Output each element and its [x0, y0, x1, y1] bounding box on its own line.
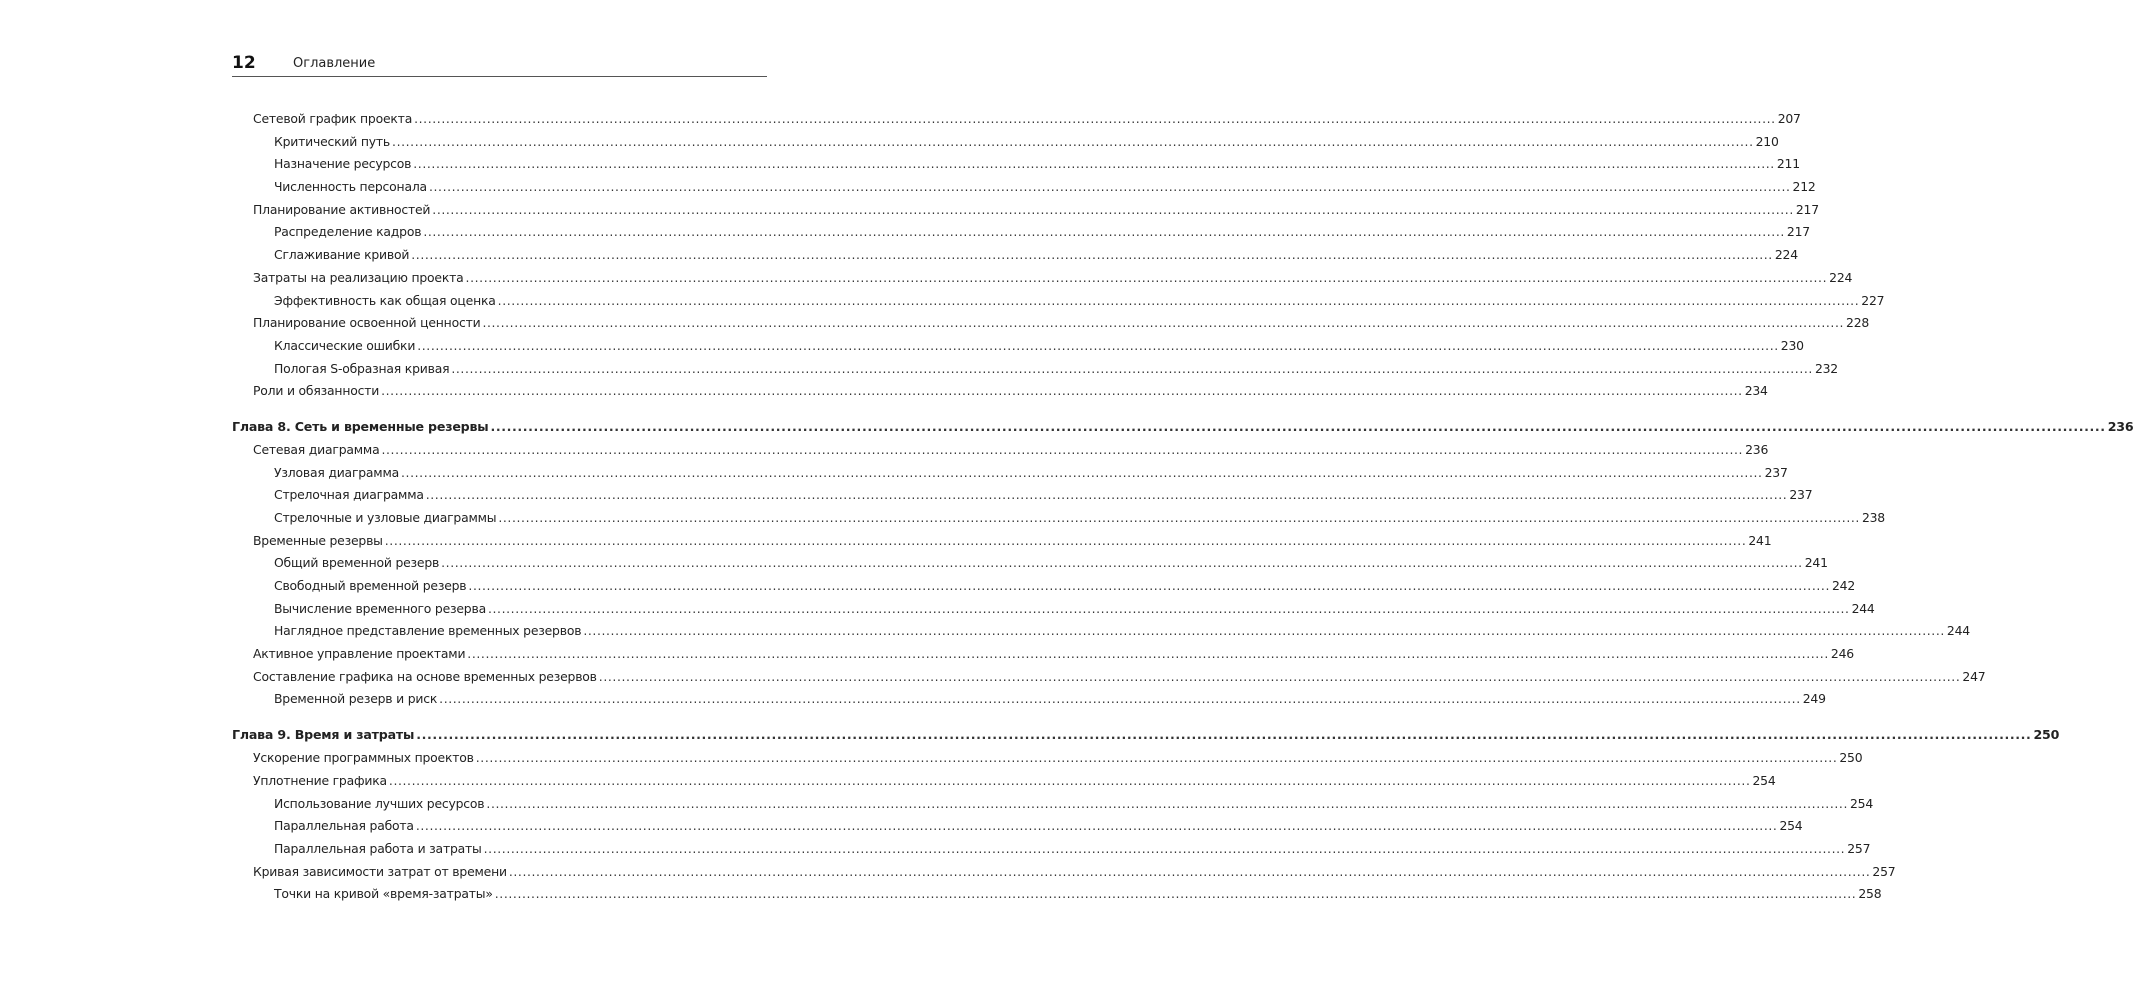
toc-entry[interactable]: [232, 179, 1816, 202]
toc-entry[interactable]: [232, 886, 1882, 909]
running-header-title: Оглавление: [293, 56, 376, 71]
dot-leader: ............................................................................................................................................................................................................................................................................................................: [423, 224, 1785, 240]
toc-entry[interactable]: [232, 600, 1875, 624]
toc-entry-title: Временные резервы: [253, 532, 383, 548]
toc-entry-title: Стрелочные и узловые диаграммы: [274, 509, 497, 525]
dot-leader: ............................................................................................................................................................................................................................................................................................................: [468, 578, 1830, 594]
dot-leader: ............................................................................................................................................................................................................................................................................................................: [497, 292, 1860, 308]
dot-leader: ............................................................................................................................................................................................................................................................................................................: [465, 269, 1828, 285]
toc-entry[interactable]: [232, 360, 1838, 384]
toc-entry[interactable]: [232, 691, 1826, 714]
toc-entry-page: 234: [1744, 383, 1768, 399]
toc-entry[interactable]: [232, 623, 1970, 646]
toc-entry[interactable]: [232, 464, 1788, 488]
toc-entry-title: Распределение кадров: [274, 224, 422, 240]
dot-leader: ............................................................................................................................................................................................................................................................................................................: [392, 133, 1754, 149]
toc-entry[interactable]: [232, 532, 1772, 556]
toc-entry[interactable]: [232, 795, 1874, 819]
toc-entry-title: Наглядное представление временных резервов: [274, 623, 582, 639]
dot-leader: ............................................................................................................................................................................................................................................................................................................: [487, 600, 1850, 616]
toc-entry[interactable]: [232, 383, 1768, 406]
toc-entry-page: 244: [1946, 623, 1970, 639]
dot-leader: ............................................................................................................................................................................................................................................................................................................: [508, 863, 1871, 879]
toc-entry-title: Планирование активностей: [253, 201, 431, 217]
toc-entry[interactable]: [232, 487, 1813, 510]
table-of-contents: [232, 111, 2133, 909]
toc-entry-page: 241: [1748, 532, 1772, 548]
toc-entry-page: 230: [1780, 337, 1804, 353]
dot-leader: ............................................................................................................................................................................................................................................................................................................: [475, 750, 1838, 766]
toc-entry-title: Узловая диаграмма: [274, 464, 399, 480]
dot-leader: ............................................................................................................................................................................................................................................................................................................: [494, 886, 1857, 902]
toc-entry[interactable]: [232, 750, 1863, 773]
toc-entry-title: Классические ошибки: [274, 337, 416, 353]
toc-entry-title: Сетевая диаграмма: [253, 441, 380, 457]
toc-entry-page: 244: [1851, 600, 1875, 616]
toc-entry[interactable]: [232, 292, 1885, 316]
toc-entry-page: 227: [1861, 292, 1885, 308]
toc-entry-title: Активное управление проектами: [253, 646, 466, 662]
dot-leader: ............................................................................................................................................................................................................................................................................................................: [467, 646, 1829, 662]
dot-leader: ............................................................................................................................................................................................................................................................................................................: [482, 315, 1845, 331]
toc-entry-title: Точки на кривой «время-затраты»: [274, 886, 493, 902]
toc-entry-title: Сетевой график проекта: [253, 111, 413, 126]
toc-entry-title: Сглаживание кривой: [274, 247, 410, 263]
toc-entry-title: Кривая зависимости затрат от времени: [253, 863, 507, 879]
toc-entry[interactable]: [232, 555, 1828, 578]
toc-entry[interactable]: [232, 133, 1779, 157]
toc-entry-page: 246: [1830, 646, 1854, 662]
dot-leader: ............................................................................................................................................................................................................................................................................................................: [401, 464, 1763, 480]
toc-entry-page: 207: [1777, 111, 1801, 126]
running-header: [232, 53, 767, 77]
toc-entry-page: 211: [1776, 156, 1800, 172]
toc-entry-title: Вычисление временного резерва: [274, 600, 486, 616]
toc-entry-page: 237: [1764, 464, 1788, 480]
toc-entry-page: 232: [1814, 360, 1838, 376]
dot-leader: ............................................................................................................................................................................................................................................................................................................: [425, 487, 1788, 503]
toc-entry-title: Уплотнение графика: [253, 772, 387, 788]
toc-entry-title: Параллельная работа и затраты: [274, 840, 482, 856]
dot-leader: ............................................................................................................................................................................................................................................................................................................: [411, 247, 1773, 263]
toc-entry-title: Затраты на реализацию проекта: [253, 269, 464, 285]
toc-entry[interactable]: [232, 247, 1798, 270]
toc-entry-title: Параллельная работа: [274, 818, 414, 834]
toc-entry-title: Ускорение программных проектов: [253, 750, 474, 766]
dot-leader: ............................................................................................................................................................................................................................................................................................................: [381, 441, 1744, 457]
dot-leader: ............................................................................................................................................................................................................................................................................................................: [486, 795, 1848, 811]
toc-entry-page: 254: [1752, 772, 1776, 788]
dot-leader: ............................................................................................................................................................................................................................................................................................................: [441, 555, 1803, 571]
toc-entry[interactable]: [232, 441, 1769, 465]
toc-entry-title: Эффективность как общая оценка: [274, 292, 496, 308]
toc-entry-page: 257: [1847, 840, 1871, 856]
dot-leader: ............................................................................................................................................................................................................................................................................................................: [413, 156, 1775, 172]
toc-entry[interactable]: [232, 863, 1896, 887]
toc-entry-page: 250: [1839, 750, 1863, 766]
toc-entry-title: Роли и обязанности: [253, 383, 380, 399]
toc-entry-page: 250: [2033, 727, 2060, 743]
toc-entry[interactable]: [232, 224, 1810, 247]
toc-entry[interactable]: [232, 315, 1870, 338]
dot-leader: ............................................................................................................................................................................................................................................................................................................: [490, 419, 2106, 435]
toc-entry-title: Пологая S-образная кривая: [274, 360, 450, 376]
toc-entry[interactable]: [232, 818, 1803, 841]
toc-entry-page: 257: [1872, 863, 1896, 879]
page-number: 12: [232, 53, 256, 73]
toc-entry-page: 236: [2107, 419, 2133, 435]
toc-entry-page: 224: [1774, 247, 1798, 263]
toc-entry[interactable]: [232, 337, 1804, 361]
dot-leader: ............................................................................................................................................................................................................................................................................................................: [428, 179, 1791, 195]
toc-entry-page: 241: [1804, 555, 1828, 571]
toc-entry-title: Временной резерв и риск: [274, 691, 438, 707]
toc-entry-title: Планирование освоенной ценности: [253, 315, 481, 331]
toc-entry-page: 236: [1745, 441, 1769, 457]
toc-entry-page: 228: [1846, 315, 1870, 331]
toc-entry[interactable]: [232, 646, 1854, 669]
dot-leader: ............................................................................................................................................................................................................................................................................................................: [417, 337, 1779, 353]
dot-leader: ............................................................................................................................................................................................................................................................................................................: [439, 691, 1801, 707]
toc-entry[interactable]: [232, 578, 1856, 601]
toc-entry-page: 249: [1802, 691, 1826, 707]
toc-entry[interactable]: [232, 111, 1801, 134]
dot-leader: ............................................................................................................................................................................................................................................................................................................: [416, 727, 2032, 743]
toc-entry-title: Свободный временной резерв: [274, 578, 467, 594]
toc-entry-page: 258: [1858, 886, 1882, 902]
toc-entry-page: 217: [1795, 201, 1819, 217]
toc-entry[interactable]: [232, 840, 1871, 864]
toc-entry-page: 224: [1829, 269, 1853, 285]
toc-entry-title: Глава 8. Сеть и временные резервы: [232, 419, 489, 435]
toc-entry-page: 254: [1779, 818, 1803, 834]
toc-entry-page: 242: [1832, 578, 1856, 594]
dot-leader: ............................................................................................................................................................................................................................................................................................................: [414, 111, 1776, 126]
dot-leader: ............................................................................................................................................................................................................................................................................................................: [498, 509, 1860, 525]
toc-entry[interactable]: [232, 269, 1853, 293]
toc-entry-title: Критический путь: [274, 133, 391, 149]
toc-entry-page: 217: [1786, 224, 1810, 240]
toc-entry[interactable]: [232, 156, 1800, 179]
toc-entry-page: 237: [1789, 487, 1813, 503]
toc-entry-title: Численность персонала: [274, 179, 427, 195]
dot-leader: ............................................................................................................................................................................................................................................................................................................: [483, 840, 1846, 856]
toc-chapter-entry[interactable]: [232, 727, 2060, 750]
toc-entry[interactable]: [232, 668, 1986, 692]
toc-entry[interactable]: [232, 509, 1885, 533]
toc-entry-page: 254: [1850, 795, 1874, 811]
toc-entry-title: Стрелочная диаграмма: [274, 487, 424, 503]
toc-entry[interactable]: [232, 772, 1776, 796]
toc-entry-title: Назначение ресурсов: [274, 156, 412, 172]
dot-leader: ............................................................................................................................................................................................................................................................................................................: [384, 532, 1747, 548]
toc-entry-page: 210: [1755, 133, 1779, 149]
dot-leader: ............................................................................................................................................................................................................................................................................................................: [598, 668, 1961, 684]
toc-chapter-entry[interactable]: [232, 419, 2133, 442]
toc-entry-page: 212: [1792, 179, 1816, 195]
toc-entry-title: Составление графика на основе временных резервов: [253, 668, 597, 684]
toc-entry-title: Глава 9. Время и затраты: [232, 727, 415, 743]
toc-entry-title: Использование лучших ресурсов: [274, 795, 485, 811]
toc-entry-title: Общий временной резерв: [274, 555, 440, 571]
dot-leader: ............................................................................................................................................................................................................................................................................................................: [451, 360, 1813, 376]
dot-leader: ............................................................................................................................................................................................................................................................................................................: [381, 383, 1743, 399]
dot-leader: ............................................................................................................................................................................................................................................................................................................: [583, 623, 1945, 639]
toc-entry-page: 238: [1861, 509, 1885, 525]
toc-entry[interactable]: [232, 201, 1819, 225]
dot-leader: ............................................................................................................................................................................................................................................................................................................: [432, 201, 1794, 217]
dot-leader: ............................................................................................................................................................................................................................................................................................................: [388, 772, 1751, 788]
toc-entry-page: 247: [1962, 668, 1986, 684]
dot-leader: ............................................................................................................................................................................................................................................................................................................: [415, 818, 1778, 834]
